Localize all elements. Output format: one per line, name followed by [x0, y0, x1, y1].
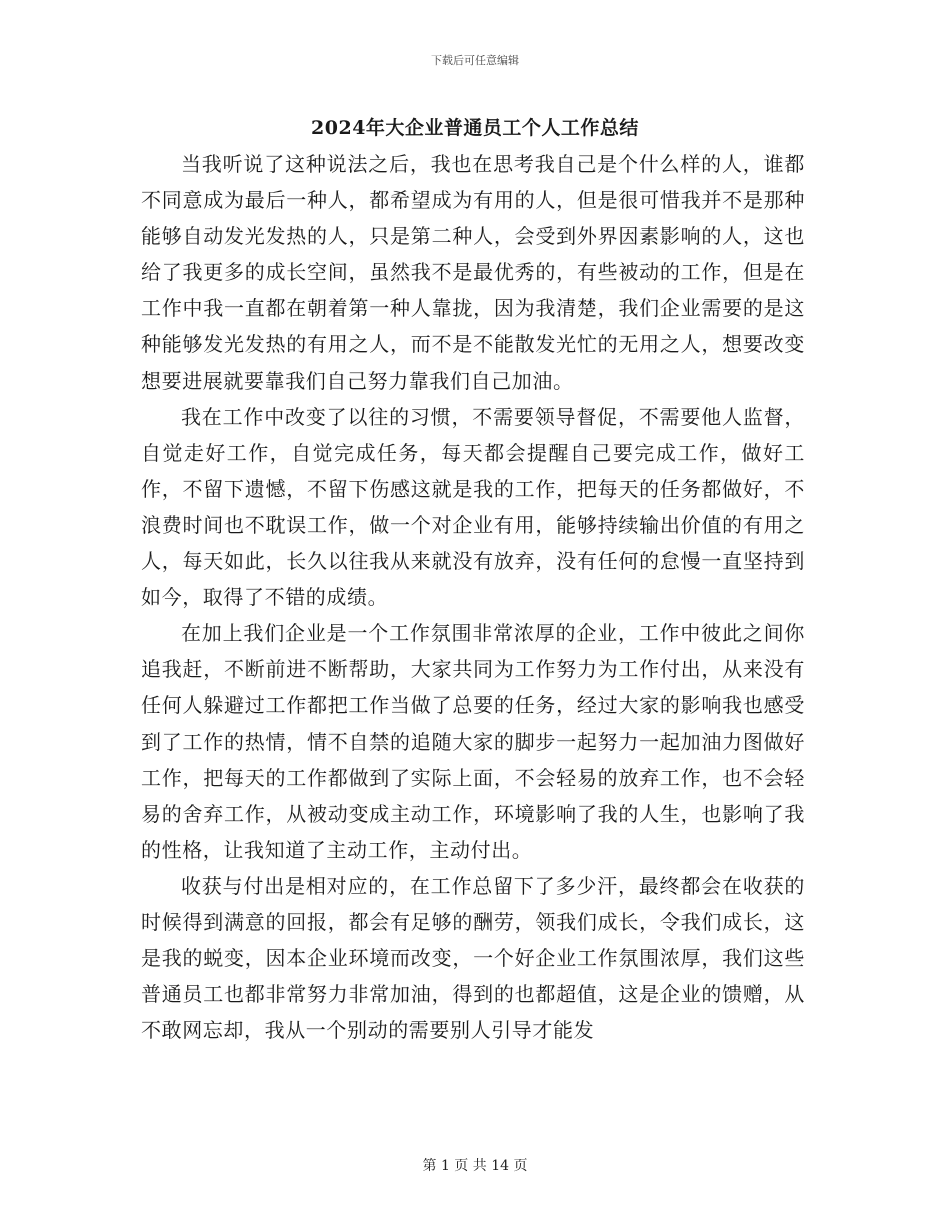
header-note: 下载后可任意编辑 [431, 54, 519, 67]
paragraph: 在加上我们企业是一个工作氛围非常浓厚的企业，工作中彼此之间你追我赶，不断前进不断帮助，大家共同为工作努力为工作付出，从来没有任何人躲避过工作都把工作当做了总要的任务，经过大家的影响我也感受到了工作的热情，情不自禁的追随大家的脚步一起努力一起加油力图做好工作，把每天的工作都做到了实际上面，不会轻易的放弃工作，也不会轻易的舍弃工作，从被动变成主动工作，环境影响了我的人生，也影响了我的性格，让我知道了主动工作，主动付出。 [141, 621, 805, 862]
paragraph: 我在工作中改变了以往的习惯，不需要领导督促，不需要他人监督，自觉走好工作，自觉完成任务，每天都会提醒自己要完成工作，做好工作，不留下遗憾，不留下伤感这就是我的工作，把每天的任务都做好，不浪费时间也不耽误工作，做一个对企业有用，能够持续输出价值的有用之人，每天如此，长久以往我从来就没有放弃，没有任何的怠慢一直坚持到如今，取得了不错的成绩。 [141, 404, 805, 610]
paragraph: 收获与付出是相对应的，在工作总留下了多少汗，最终都会在收获的时候得到满意的回报，都会有足够的酬劳，领我们成长，令我们成长，这是我的蜕变，因本企业环境而改变，一个好企业工作氛围浓厚，我们这些普通员工也都非常努力非常加油，得到的也都超值，这是企业的馈赠，从不敢网忘却，我从一个别动的需要别人引导才能发 [141, 873, 805, 1043]
document-title: 2024年大企业普通员工个人工作总结 [311, 117, 639, 139]
document-body [141, 146, 805, 1048]
paragraph: 当我听说了这种说法之后，我也在思考我自己是个什么样的人，谁都不同意成为最后一种人，都希望成为有用的人，但是很可惜我并不是那种能够自动发光发热的人，只是第二种人，会受到外界因素影响的人，这也给了我更多的成长空间，虽然我不是最优秀的，有些被动的工作，但是在工作中我一直都在朝着第一种人靠拢，因为我清楚，我们企业需要的是这种能够发光发热的有用之人，而不是不能散发光忙的无用之人，想要改变想要进展就要靠我们自己努力靠我们自己加油。 [141, 152, 805, 393]
page-number-footer: 第 1 页 共 14 页 [422, 1158, 528, 1174]
